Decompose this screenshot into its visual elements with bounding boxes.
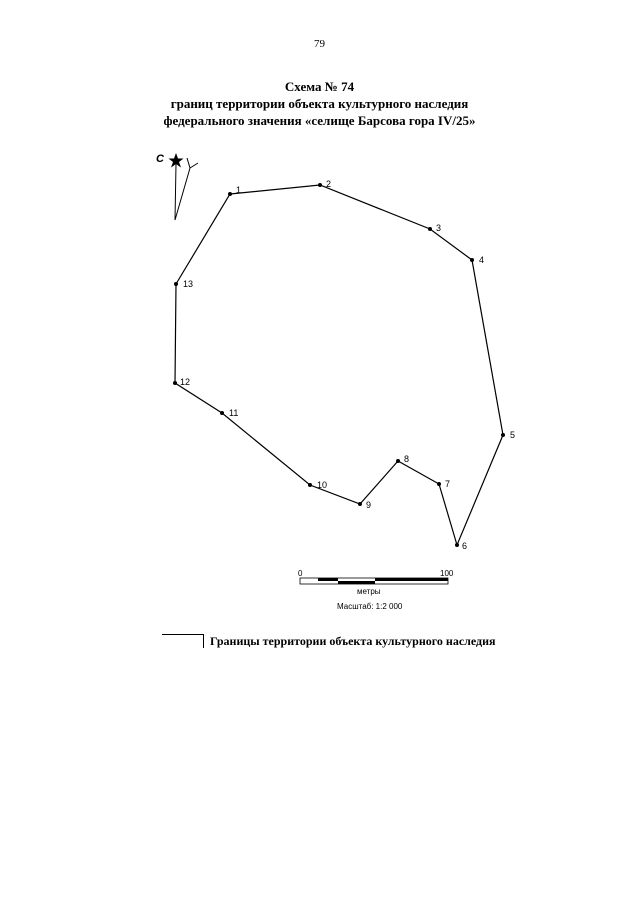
boundary-point-label-11: 11 <box>229 408 239 418</box>
boundary-point-label-8: 8 <box>404 454 410 464</box>
boundary-point-label-3: 3 <box>436 223 442 233</box>
page-title <box>0 78 639 129</box>
north-arrow-icon <box>156 153 198 220</box>
boundary-point-label-10: 10 <box>317 480 328 490</box>
boundary-point-3 <box>428 227 432 231</box>
boundary-point-7 <box>437 482 441 486</box>
boundary-point-label-1: 1 <box>236 185 242 195</box>
legend <box>162 628 582 656</box>
title-line-object: федерального значения «селище Барсова гора IV/25» <box>163 113 476 128</box>
boundary-point-2 <box>318 183 322 187</box>
boundary-point-1 <box>228 192 232 196</box>
boundary-point-4 <box>470 258 474 262</box>
boundary-point-10 <box>308 483 312 487</box>
boundary-points <box>173 179 515 551</box>
boundary-point-label-9: 9 <box>366 500 372 510</box>
boundary-point-5 <box>501 433 505 437</box>
boundary-point-6 <box>455 543 459 547</box>
scale-min-label: 0 <box>298 569 303 578</box>
title-line-subject: границ территории объекта культурного наследия <box>170 96 469 111</box>
title-line-scheme: Схема № 74 <box>284 79 355 94</box>
boundary-point-label-2: 2 <box>326 179 332 189</box>
boundary-point-label-6: 6 <box>462 541 468 551</box>
boundary-point-11 <box>220 411 224 415</box>
legend-boundary-label: Границы территории объекта культурного наследия <box>210 634 496 648</box>
boundary-point-label-12: 12 <box>180 377 191 387</box>
boundary-point-13 <box>174 282 178 286</box>
boundary-point-label-5: 5 <box>510 430 516 440</box>
boundary-point-12 <box>173 381 177 385</box>
scale-max-label: 100 <box>440 569 454 578</box>
boundary-polygon <box>175 185 503 545</box>
north-label: С <box>156 153 164 165</box>
boundary-point-8 <box>396 459 400 463</box>
scale-ratio-label: Масштаб: 1:2 000 <box>337 602 403 611</box>
boundary-point-label-7: 7 <box>445 479 451 489</box>
boundary-point-9 <box>358 502 362 506</box>
scale-bar <box>298 569 454 611</box>
boundary-map <box>0 140 639 640</box>
page-number: 79 <box>314 38 325 50</box>
legend-boundary-symbol <box>162 634 204 648</box>
boundary-point-label-13: 13 <box>183 279 194 289</box>
boundary-point-label-4: 4 <box>479 255 485 265</box>
scale-unit-label: метры <box>357 587 381 596</box>
